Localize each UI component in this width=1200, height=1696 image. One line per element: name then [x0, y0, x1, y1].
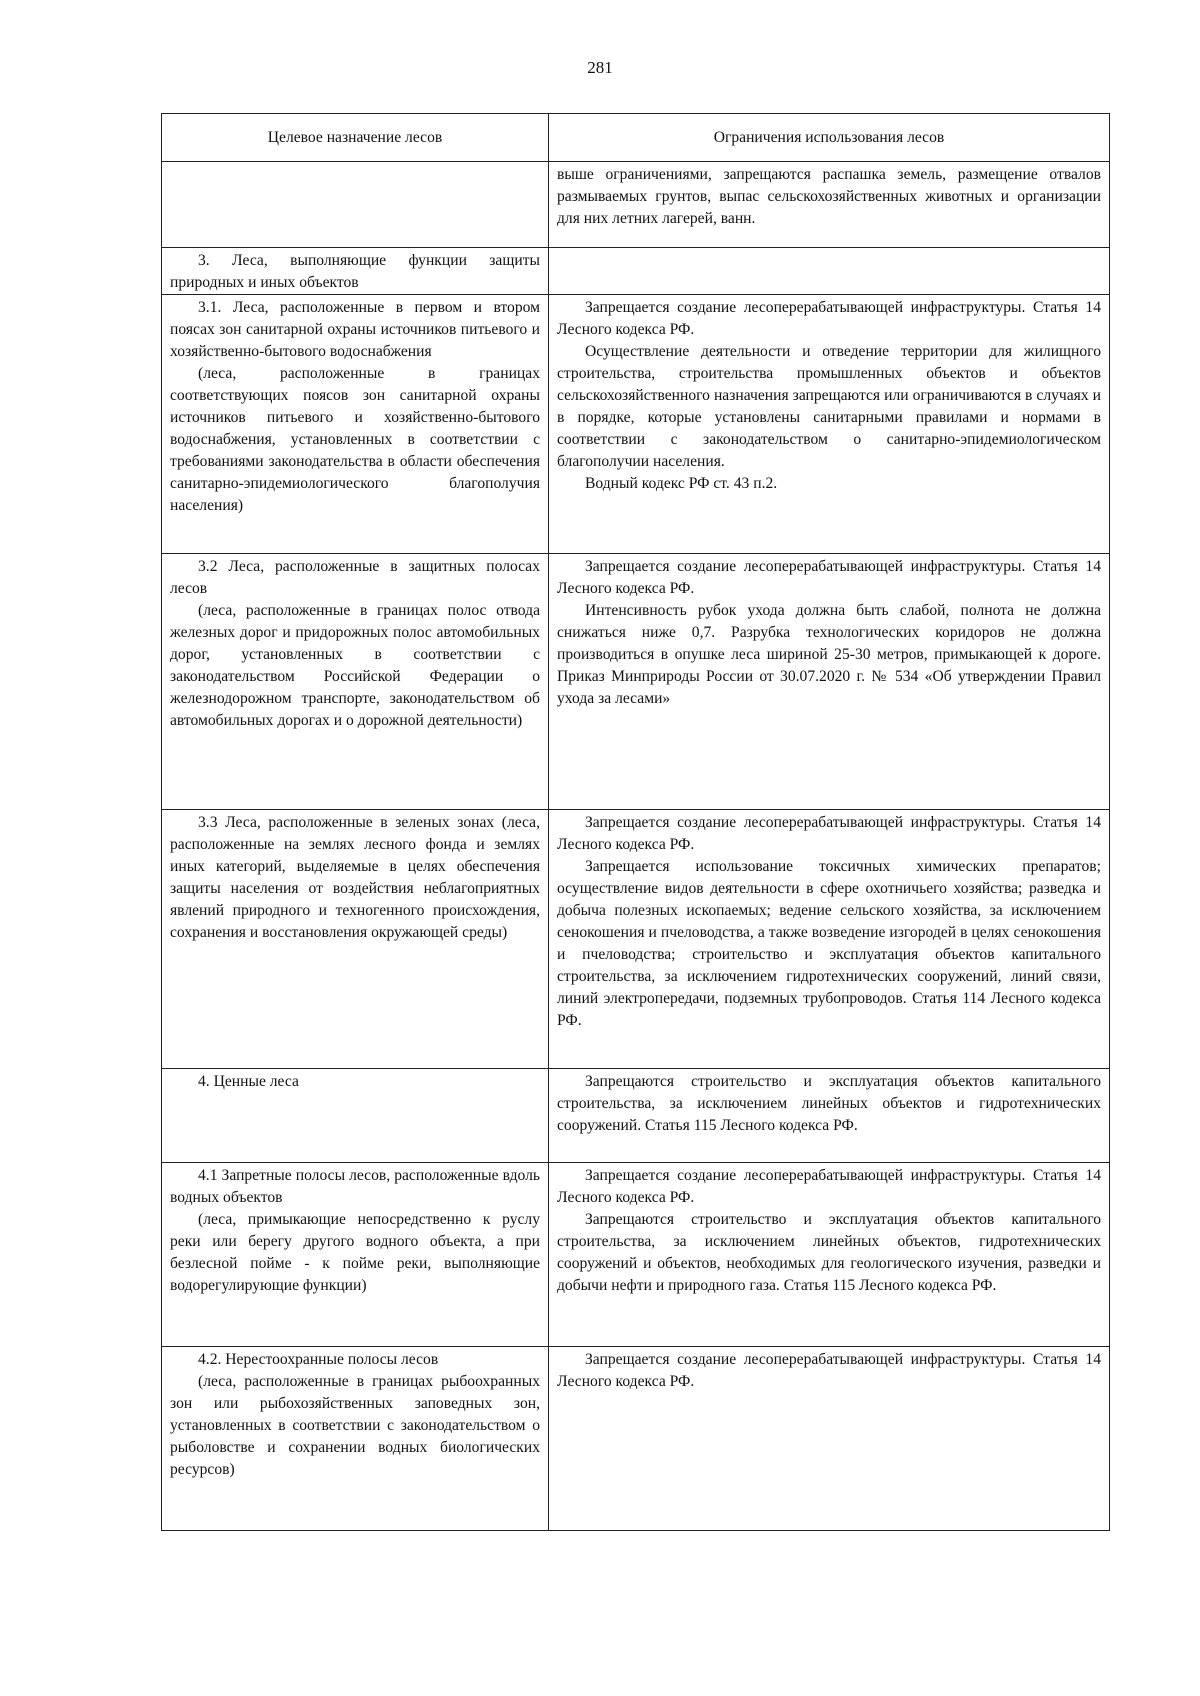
page-number: 281 [587, 58, 613, 77]
purpose-cell [162, 1163, 549, 1347]
purpose-cell [162, 554, 549, 810]
purpose-paragraph: 4.2. Нерестоохранные полосы лесов [198, 1351, 439, 1368]
restriction-paragraph: Водный кодекс РФ ст. 43 п.2. [585, 475, 778, 492]
forest-restrictions-table [161, 113, 1110, 1531]
restriction-paragraph: Запрещается создание лесоперерабатывающей инфраструктуры. Статья 14 Лесного кодекса РФ. [557, 1351, 1101, 1390]
purpose-paragraph: 3.1. Леса, расположенные в первом и втором поясах зон санитарной охраны источников питьевого и хозяйственно-бытового водоснабжения [170, 299, 540, 360]
restrictions-cell [549, 295, 1110, 554]
restriction-paragraph: Запрещается создание лесоперерабатывающей инфраструктуры. Статья 14 Лесного кодекса РФ. [557, 814, 1101, 853]
table-row [162, 1163, 1110, 1347]
purpose-cell [162, 1069, 549, 1163]
restriction-paragraph: Запрещается создание лесоперерабатывающей инфраструктуры. Статья 14 Лесного кодекса РФ. [557, 299, 1101, 338]
purpose-paragraph: 3.2 Леса, расположенные в защитных полосах лесов [170, 558, 540, 597]
purpose-paragraph: 3.3 Леса, расположенные в зеленых зонах (леса, расположенные на землях лесного фонда и землях иных категорий, выделяемые в целях обеспечения защиты населения от воздействия неблагоприятных явлений природного и техногенного происхождения, сохранения и восстановления окружающей среды) [170, 814, 540, 941]
table-row [162, 1347, 1110, 1531]
restrictions-cell [549, 1163, 1110, 1347]
restrictions-cell [549, 1347, 1110, 1531]
purpose-paragraph: (леса, расположенные в границах соответствующих поясов зон санитарной охраны источников питьевого и хозяйственно-бытового водоснабжения, установленных в соответствии с требованиями законодательства в области обеспечения санитарно-эпидемиологического благополучия населения) [170, 365, 540, 514]
column-header-purpose: Целевое назначение лесов [162, 114, 549, 162]
restriction-paragraph: выше ограничениями, запрещаются распашка земель, размещение отвалов размываемых грунтов, выпас сельскохозяйственных животных и организации для них летних лагерей, ванн. [557, 166, 1101, 227]
table-header-row [162, 114, 1110, 162]
purpose-cell [162, 1347, 549, 1531]
purpose-cell [162, 248, 549, 295]
purpose-cell [162, 295, 549, 554]
table-row [162, 554, 1110, 810]
restriction-paragraph: Запрещается использование токсичных химических препаратов; осуществление видов деятельности в сфере охотничьего хозяйства; разведка и добыча полезных ископаемых; ведение сельского хозяйства, за исключением сенокошения и пчеловодства, а также возведение изгородей в целях сенокошения и пчеловодства; строительство и эксплуатация объектов капитального строительства, за исключением гидротехнических сооружений, линий связи, линий электропередачи, подземных трубопроводов. Статья 114 Лесного кодекса РФ. [557, 858, 1101, 1029]
restriction-paragraph: Запрещаются строительство и эксплуатация объектов капитального строительства, за исключением линейных объектов и гидротехнических сооружений. Статья 115 Лесного кодекса РФ. [557, 1073, 1101, 1134]
restrictions-cell [549, 162, 1110, 248]
restrictions-cell [549, 248, 1110, 295]
table-row [162, 1069, 1110, 1163]
purpose-cell [162, 810, 549, 1069]
restriction-paragraph: Интенсивность рубок ухода должна быть слабой, полнота не должна снижаться ниже 0,7. Разрубка технологических коридоров не должна производиться в опушке леса шириной 25-30 метров, примыкающей к дороге. Приказ Минприроды России от 30.07.2020 г. № 534 «Об утверждении Правил ухода за лесами» [557, 602, 1101, 707]
restriction-paragraph: Запрещаются строительство и эксплуатация объектов капитального строительства, за исключением линейных объектов, гидротехнических сооружений и объектов, необходимых для геологического изучения, разведки и добычи нефти и природного газа. Статья 115 Лесного кодекса РФ. [557, 1211, 1101, 1294]
restrictions-cell [549, 554, 1110, 810]
table-row [162, 810, 1110, 1069]
restriction-paragraph: Запрещается создание лесоперерабатывающей инфраструктуры. Статья 14 Лесного кодекса РФ. [557, 1167, 1101, 1206]
purpose-paragraph: (леса, расположенные в границах рыбоохранных зон или рыбохозяйственных заповедных зон, установленных в соответствии с законодательством о рыболовстве и сохранении водных биологических ресурсов) [170, 1373, 540, 1478]
restrictions-cell [549, 810, 1110, 1069]
column-header-restrictions: Ограничения использования лесов [549, 114, 1110, 162]
purpose-paragraph: 4. Ценные леса [198, 1073, 299, 1090]
purpose-paragraph: 4.1 Запретные полосы лесов, расположенные вдоль водных объектов [170, 1167, 540, 1206]
purpose-cell [162, 162, 549, 248]
table-row [162, 162, 1110, 248]
purpose-paragraph: (леса, расположенные в границах полос отвода железных дорог и придорожных полос автомобильных дорог, установленных в соответствии с законодательством Российской Федерации о железнодорожном транспорте, законодательством об автомобильных дорогах и о дорожной деятельности) [170, 602, 540, 729]
purpose-paragraph: (леса, примыкающие непосредственно к руслу реки или берегу другого водного объекта, а при безлесной пойме - к пойме реки, выполняющие водорегулирующие функции) [170, 1211, 540, 1294]
restriction-paragraph: Запрещается создание лесоперерабатывающей инфраструктуры. Статья 14 Лесного кодекса РФ. [557, 558, 1101, 597]
restriction-paragraph: Осуществление деятельности и отведение территории для жилищного строительства, строительства промышленных объектов и объектов сельскохозяйственного назначения запрещаются или ограничиваются в случаях и в порядке, которые установлены санитарными правилами и нормами в соответствии с законодательством о санитарно-эпидемиологическом благополучии населения. [557, 343, 1101, 470]
restrictions-cell [549, 1069, 1110, 1163]
table-row [162, 295, 1110, 554]
table-row [162, 248, 1110, 295]
purpose-paragraph: 3. Леса, выполняющие функции защиты природных и иных объектов [170, 252, 540, 291]
